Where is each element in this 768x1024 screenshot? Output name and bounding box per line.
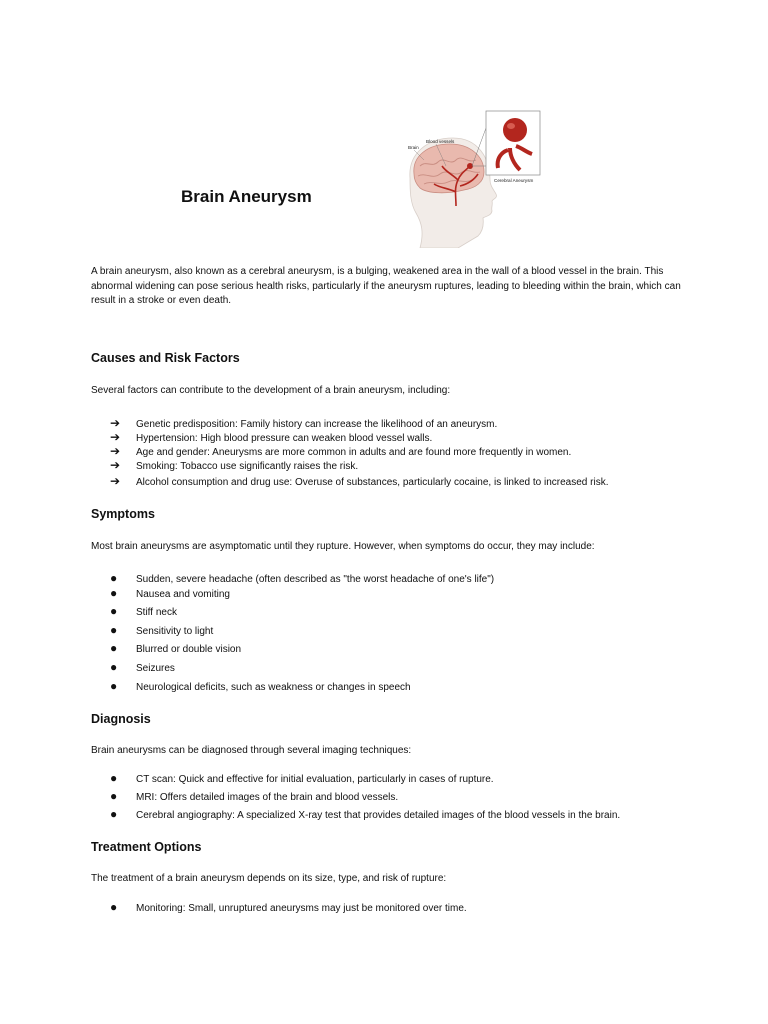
treatment-lead: The treatment of a brain aneurysm depends on its size, type, and risk of rupture:	[91, 873, 447, 884]
list-item: ● Sensitivity to light	[110, 623, 214, 637]
list-item: ● Monitoring: Small, unruptured aneurysms may just be monitored over time.	[110, 900, 467, 914]
list-item: ➔ Age and gender: Aneurysms are more common in adults and are found more frequently in women.	[110, 444, 572, 458]
symptoms-lead: Most brain aneurysms are asymptomatic until they rupture. However, when symptoms do occur, they may include:	[91, 541, 595, 552]
arrow-bullet-icon: ➔	[110, 430, 121, 444]
dot-bullet-icon: ●	[110, 641, 118, 655]
arrow-bullet-icon: ➔	[110, 474, 121, 488]
list-item: ➔ Smoking: Tobacco use significantly raises the risk.	[110, 458, 359, 472]
list-item: ● Sudden, severe headache (often described as "the worst headache of one's life")	[110, 571, 495, 585]
dot-bullet-icon: ●	[110, 789, 118, 803]
dot-bullet-icon: ●	[110, 807, 118, 821]
list-item: ➔ Hypertension: High blood pressure can weaken blood vessel walls.	[110, 430, 433, 444]
diagnosis-heading: Diagnosis	[91, 712, 151, 726]
label-brain: Brain	[408, 145, 419, 150]
causes-lead: Several factors can contribute to the development of a brain aneurysm, including:	[91, 385, 451, 396]
dot-bullet-icon: ●	[110, 679, 118, 693]
diagnosis-lead: Brain aneurysms can be diagnosed through several imaging techniques:	[91, 745, 412, 756]
intro-paragraph: A brain aneurysm, also known as a cerebral aneurysm, is a bulging, weakened area in the wall of a blood vessel in the brain. This abnormal widening can pose serious health risks, particularly if the aneurysm ruptures, leading to bleeding within the brain, which can result in a stroke or even death.	[91, 266, 681, 306]
label-blood-vessels: Blood vessels	[426, 139, 455, 144]
list-item: ● Nausea and vomiting	[110, 586, 230, 600]
dot-bullet-icon: ●	[110, 571, 118, 585]
list-item: ● Blurred or double vision	[110, 641, 242, 655]
arrow-bullet-icon: ➔	[110, 416, 121, 430]
list-item: ● Cerebral angiography: A specialized X-ray test that provides detailed images of the blood vessels in the brain.	[110, 807, 621, 821]
treatment-heading: Treatment Options	[91, 840, 202, 854]
arrow-bullet-icon: ➔	[110, 458, 121, 472]
list-item: ➔ Alcohol consumption and drug use: Overuse of substances, particularly cocaine, is linked to increased risk.	[110, 474, 609, 488]
head-illustration-svg	[398, 108, 546, 248]
arrow-bullet-icon: ➔	[110, 444, 121, 458]
label-cerebral-aneurysm: Cerebral Aneurysm	[494, 178, 534, 183]
page-title: Brain Aneurysm	[181, 187, 312, 206]
dot-bullet-icon: ●	[110, 771, 118, 785]
inset-aneurysm-bulge	[503, 118, 527, 142]
list-item: ● Seizures	[110, 660, 175, 674]
dot-bullet-icon: ●	[110, 586, 118, 600]
dot-bullet-icon: ●	[110, 660, 118, 674]
dot-bullet-icon: ●	[110, 623, 118, 637]
causes-heading: Causes and Risk Factors	[91, 351, 240, 365]
brain-aneurysm-illustration	[398, 108, 546, 248]
brain-shape	[414, 144, 484, 193]
list-item: ● CT scan: Quick and effective for initial evaluation, particularly in cases of rupture.	[110, 771, 494, 785]
inset-highlight	[507, 123, 515, 129]
list-item: ● MRI: Offers detailed images of the brain and blood vessels.	[110, 789, 399, 803]
symptoms-heading: Symptoms	[91, 507, 155, 521]
dot-bullet-icon: ●	[110, 900, 118, 914]
list-item: ➔ Genetic predisposition: Family history can increase the likelihood of an aneurysm.	[110, 416, 498, 430]
dot-bullet-icon: ●	[110, 604, 118, 618]
list-item: ● Stiff neck	[110, 604, 177, 618]
list-item: ● Neurological deficits, such as weakness or changes in speech	[110, 679, 411, 693]
